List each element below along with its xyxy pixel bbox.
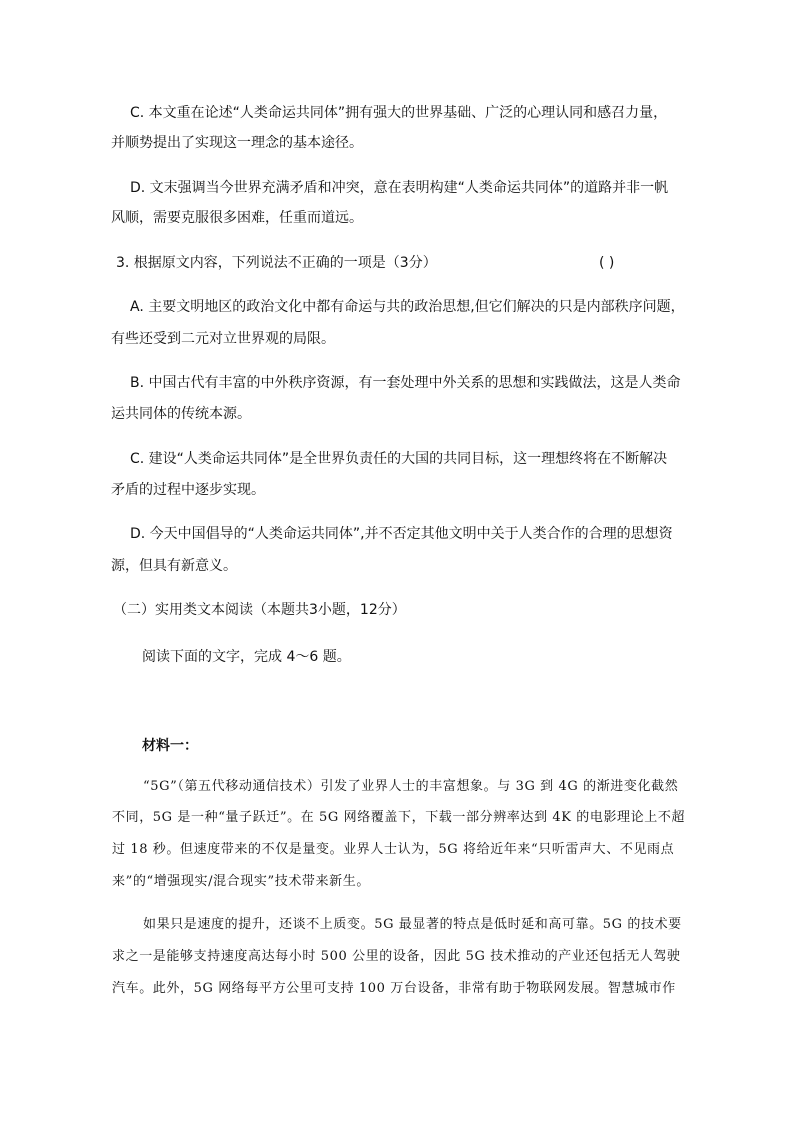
q3-option-b-line-2: 运共同体的传统本源。 (111, 406, 251, 422)
material-p2-line-3: 汽车。此外，5G 网络每平方公里可支持 100 万台设备，非常有助于物联网发展。智慧城市作 (112, 981, 676, 996)
section-2-heading: （二）实用类文本阅读（本题共3小题，12分） (113, 602, 406, 618)
q3-option-a-line-1: A. 主要文明地区的政治文化中都有命运与共的政治思想,但它们解决的只是内部秩序问题， (130, 299, 685, 315)
material-p1-line-2: 不同，5G 是一种“量子跃迁”。在 5G 网络覆盖下，下载一部分辨率达到 4K 的电影理论上不超 (112, 810, 686, 825)
option-d-line-1: D. 文末强调当今世界充满矛盾和冲突，意在表明构建“人类命运共同体”的道路并非一帆 (130, 180, 669, 196)
material-p1-line-3: 过 18 秒。但速度带来的不仅是量变。业界人士认为，5G 将给近年来“只听雷声大、不见雨点 (112, 842, 675, 857)
material-p2-line-2: 求之一是能够支持速度高达每小时 500 公里的设备，因此 5G 技术推动的产业还包括无人驾驶 (112, 949, 681, 964)
question-3-stem: 3. 根据原文内容，下列说法不正确的一项是（3分） (116, 255, 437, 271)
material-p1-line-4: 来”的“增强现实/混合现实”技术带来新生。 (112, 874, 370, 889)
q3-option-b-line-1: B. 中国古代有丰富的中外秩序资源，有一套处理中外关系的思想和实践做法，这是人类命 (130, 375, 681, 391)
material-p1-line-1: “5G”（第五代移动通信技术）引发了业界人士的丰富想象。与 3G 到 4G 的渐进变化截然 (143, 779, 679, 794)
q3-option-d-line-1: D. 今天中国倡导的“人类命运共同体”,并不否定其他文明中关于人类合作的合理的思想资 (130, 526, 673, 542)
answer-blank: ( ) (599, 255, 615, 271)
q3-option-d-line-2: 源，但具有新意义。 (111, 558, 237, 574)
section-2-instruction: 阅读下面的文字，完成 4～6 题。 (142, 649, 351, 665)
material-title: 材料一： (142, 738, 198, 754)
q3-option-c-line-2: 矛盾的过程中逐步实现。 (111, 482, 265, 498)
option-d-line-2: 风顺，需要克服很多困难，任重而道远。 (111, 210, 363, 226)
option-c-line-2: 并顺势提出了实现这一理念的基本途径。 (111, 135, 363, 151)
q3-option-c-line-1: C. 建设“人类命运共同体”是全世界负责任的大国的共同目标，这一理想终将在不断解决 (130, 451, 668, 467)
q3-option-a-line-2: 有些还受到二元对立世界观的局限。 (111, 331, 335, 347)
material-p2-line-1: 如果只是速度的提升，还谈不上质变。5G 最显著的特点是低时延和高可靠。5G 的技术要 (143, 917, 682, 932)
option-c-line-1: C. 本文重在论述“人类命运共同体”拥有强大的世界基础、广泛的心理认同和感召力量， (130, 105, 668, 121)
